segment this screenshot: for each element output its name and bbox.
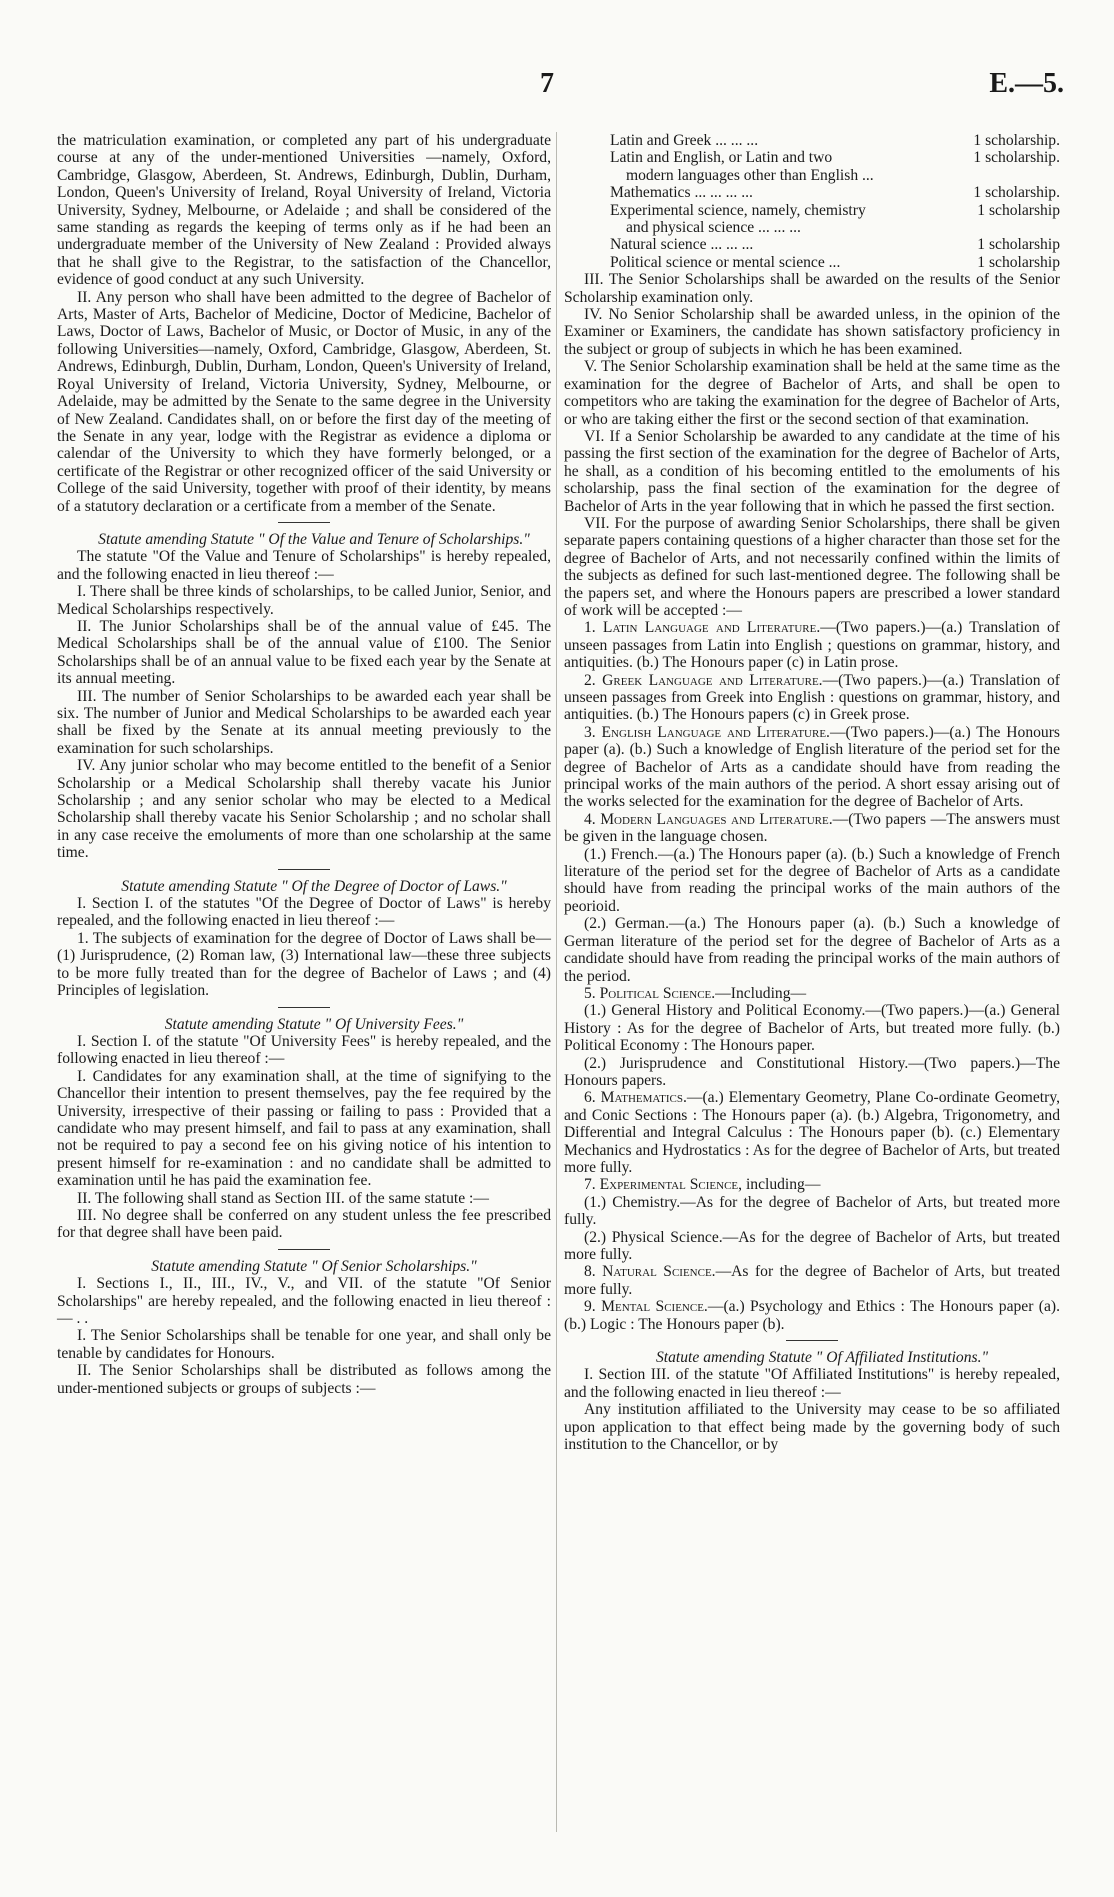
- section-rule: [278, 522, 330, 523]
- section-title: Statute amending Statute " Of the Degree of Doctor of Laws.": [121, 877, 507, 895]
- paragraph: I. Candidates for any examination shall, at the time of signifying to the Chancellor their intention to present themselves, pay the fee required by the University, irrespective of their passing or failing to pass : Provided that a candidate who may present himself, and fail to pass at any examination, shall not be required to pay a second fee on his giving notice of his intention to present himself for re-examination : and no candidate shall be admitted to examination until he has paid the examination fee.: [57, 1067, 551, 1190]
- paragraph: VII. For the purpose of awarding Senior Scholarships, there shall be given separate papers containing questions of a higher character than those set for the degree of Bachelor of Arts, and not necessarily confined within the limits of the subjects as defined for such last-mentioned degree. The following shall be the papers set, and where the Honours papers are prescribed a lower standard of work will be accepted :—: [564, 514, 1060, 619]
- section-title: Statute amending Statute " Of University Fees.": [164, 1015, 464, 1033]
- paragraph: VI. If a Senior Scholarship be awarded to any candidate at the time of his passing the first section of the examination for the degree of Bachelor of Arts, he shall, as a condition of his becoming entitled to the emoluments of his scholarship, pass the final section of the examination for the degree of Bachelor of Arts in the year following that in which he passed the first section.: [564, 427, 1060, 515]
- scholarship-row: Latin and English, or Latin and two modern languages other than English ... 1 scholarship.: [610, 149, 1060, 184]
- section-title: Statute amending Statute " Of the Value and Tenure of Scholarships.": [98, 530, 530, 548]
- scholarship-row: Experimental science, namely, chemistry and physical science ... ... ... 1 scholarship: [610, 201, 1060, 237]
- scholarship-row: Political science or mental science ... 1 scholarship: [610, 253, 1060, 271]
- paragraph: I. Sections I., II., III., IV., V., and VII. of the statute "Of Senior Scholarships" are hereby repealed, and the following enacted in lieu thereof :— . .: [57, 1275, 551, 1327]
- subject-item: 9. Mental Science.—(a.) Psychology and Ethics : The Honours paper (a). (b.) Logic : The Honours paper (b).: [564, 1298, 1061, 1333]
- scholarship-row: Latin and Greek ... ... ... 1 scholarship.: [610, 132, 1060, 149]
- subject-item: 2. Greek Language and Literature.—(Two papers.)—(a.) Translation of unseen passages from Greek into English : questions on grammar, history, and antiquities. (b.) The Honours papers (c) in Greek prose.: [564, 671, 1060, 724]
- paragraph: I. Section I. of the statute "Of University Fees" is hereby repealed, and the following enacted in lieu thereof :—: [57, 1032, 551, 1068]
- section-title: Statute amending Statute " Of Senior Scholarships.": [151, 1257, 477, 1275]
- paragraph: II. The Senior Scholarships shall be distributed as follows among the under-mentioned subjects or groups of subjects :—: [57, 1362, 551, 1397]
- section-rule: [278, 1249, 330, 1250]
- paragraph: The statute "Of the Value and Tenure of Scholarships" is hereby repealed, and the following enacted in lieu thereof :—: [57, 548, 551, 583]
- paragraph: I. There shall be three kinds of scholarships, to be called Junior, Senior, and Medical Scholarships respectively.: [57, 583, 551, 618]
- subject-subitem: (2.) Jurisprudence and Constitutional History.—(Two papers.)—The Honours papers.: [564, 1054, 1060, 1089]
- section-rule: [278, 1007, 330, 1008]
- subject-subitem: (2.) Physical Science.—As for the degree of Bachelor of Arts, but treated more fully.: [564, 1228, 1060, 1263]
- subject-subitem: (1.) French.—(a.) The Honours paper (a). (b.) Such a knowledge of French literature of the period set for the degree of Bachelor of Arts as a candidate should have from reading the principal works of the main authors of the peorioid.: [564, 845, 1060, 915]
- subject-item: 7. Experimental Science, including—: [584, 1176, 821, 1194]
- subject-item: 1. Latin Language and Literature.—(Two papers.)—(a.) Translation of unseen passages from Latin into English ; questions on grammar, history, and antiquities. (b.) The Honours paper (c) in Latin prose.: [564, 619, 1060, 672]
- subject-subitem: (1.) Chemistry.—As for the degree of Bachelor of Arts, but treated more fully.: [564, 1193, 1060, 1229]
- subject-item: 5. Political Science.—Including—: [584, 984, 807, 1002]
- paragraph: IV. No Senior Scholarship shall be awarded unless, in the opinion of the Examiner or Examiners, the candidate has shown satisfactory proficiency in the subject or group of subjects in which he has been examined.: [564, 306, 1060, 358]
- paragraph: I. The Senior Scholarships shall be tenable for one year, and shall only be tenable by candidates for Honours.: [57, 1327, 551, 1362]
- right-column: [564, 132, 1060, 1453]
- paragraph: II. Any person who shall have been admitted to the degree of Bachelor of Arts, Master of Arts, Bachelor of Medicine, Doctor of Medicine, Bachelor of Laws, Doctor of Laws, Bachelor of Music, or Doctor of Music, in any of the following Universities—namely, Oxford, Cambridge, Glasgow, Aberdeen, St. Andrews, Edinburgh, Dublin, Durham, London, Queen's University of Ireland, Royal University of Ireland, Victoria University, Sydney, Melbourne, or Adelaide, may be admitted by the Senate to the same degree in the University of New Zealand. Candidates shall, on or before the first day of the meeting of the Senate in any year, lodge with the Registrar as evidence a diploma or calendar of the University to which they have formerly belonged, or a certificate of the Registrar or other recognized officer of the said University or College of the said University, together with proof of their identity, by means of a statutory declaration or a certificate from a member of the Senate.: [57, 288, 551, 515]
- column-divider: [556, 132, 557, 1832]
- paragraph: the matriculation examination, or completed any part of his undergraduate course at any of the under-mentioned Universities —namely, Oxford, Cambridge, Glasgow, Aberdeen, St. Andrews, Edinburgh, Dublin, Durham, London, Queen's University of Ireland, Royal University of Ireland, Victoria University, Sydney, Melbourne, or Adelaide ; and shall be considered of the same standing as regards the keeping of terms only as if he had been an undergraduate member of the University of New Zealand : Provided always that he shall give to the Registrar, to the satisfaction of the Chancellor, evidence of good conduct at any such University.: [57, 132, 551, 289]
- section-rule: [786, 1340, 838, 1341]
- subject-item: 6. Mathematics.—(a.) Elementary Geometry, Plane Co-ordinate Geometry, and Conic Sections : The Honours paper (a). (b.) Algebra, Trigonometry, and Differential and Integral Calculus : The Honours paper (b). (c.) Elementary Mechanics and Hydrostatics : As for the degree of Bachelor of Arts, but treated more fully.: [564, 1089, 1061, 1176]
- paragraph: II. The following shall stand as Section III. of the same statute :—: [77, 1189, 489, 1207]
- section-rule: [278, 869, 330, 870]
- paragraph: III. The Senior Scholarships shall be awarded on the results of the Senior Scholarship examination only.: [564, 271, 1060, 306]
- paragraph: I. Section I. of the statutes "Of the Degree of Doctor of Laws" is hereby repealed, and the following enacted in lieu thereof :—: [57, 895, 551, 930]
- scholarship-table: [564, 132, 1060, 271]
- subject-subitem: (2.) German.—(a.) The Honours paper (a). (b.) Such a knowledge of German literature of the period set for the degree of Bachelor of Arts as a candidate should have from reading the principal works of the main authors of the period.: [564, 915, 1060, 985]
- paragraph: III. No degree shall be conferred on any student unless the fee prescribed for that degree shall have been paid.: [57, 1206, 551, 1242]
- paragraph: II. The Junior Scholarships shall be of the annual value of £45. The Medical Scholarships shall be of the annual value of £100. The Senior Scholarships shall be of an annual value to be fixed each year by the Senate at its annual meeting.: [57, 617, 551, 688]
- paragraph: 1. The subjects of examination for the degree of Doctor of Laws shall be—(1) Jurisprudence, (2) Roman law, (3) International law—these three subjects to be more fully treated than for the degree of Bachelor of Laws ; and (4) Principles of legislation.: [57, 929, 551, 1000]
- left-column: [57, 132, 551, 1397]
- paragraph: I. Section III. of the statute "Of Affiliated Institutions" is hereby repealed, and the following enacted in lieu thereof :—: [564, 1366, 1060, 1401]
- page-number: 7: [540, 68, 554, 99]
- subject-item: 4. Modern Languages and Literature.—(Two papers —The answers must be given in the language chosen.: [564, 810, 1060, 846]
- paragraph: III. The number of Senior Scholarships to be awarded each year shall be six. The number of Junior and Medical Scholarships to be awarded each year shall be fixed by the Senate at its annual meeting previously to the examination for such scholarships.: [57, 687, 551, 757]
- scholarship-row: Natural science ... ... ... 1 scholarship: [610, 236, 1060, 254]
- paragraph: IV. Any junior scholar who may become entitled to the benefit of a Senior Scholarship or a Medical Scholarship shall thereby vacate his Junior Scholarship ; and any senior scholar who may be elected to a Medical Scholarship shall thereby vacate his Senior Scholarship ; and no scholar shall in any case receive the emoluments of more than one scholarship at the same time.: [57, 757, 551, 862]
- paragraph: V. The Senior Scholarship examination shall be held at the same time as the examination for the degree of Bachelor of Arts, and shall be open to competitors who are taking the examination for the degree of Bachelor of Arts, or who are taking either the first or the second section of that examination.: [564, 358, 1060, 428]
- subject-item: 3. English Language and Literature.—(Two papers.)—(a.) The Honours paper (a). (b.) Such a knowledge of English literature of the period set for the degree of Bachelor of Arts as a candidate should have from reading the principal works of the main authors of the period. A short essay arising out of the works selected for the examination for the degree of Bachelor of Arts.: [564, 723, 1060, 811]
- section-title: Statute amending Statute " Of Affiliated Institutions.": [655, 1349, 989, 1367]
- document-reference: E.—5.: [989, 68, 1064, 99]
- subject-item: 8. Natural Science.—As for the degree of Bachelor of Arts, but treated more fully.: [564, 1263, 1060, 1298]
- scholarship-row: Mathematics ... ... ... ... 1 scholarship.: [610, 184, 1060, 202]
- subject-subitem: (1.) General History and Political Economy.—(Two papers.)—(a.) General History : As for the degree of Bachelor of Arts, but treated more fully. (b.) Political Economy : The Honours paper.: [564, 1002, 1060, 1055]
- paragraph: Any institution affiliated to the University may cease to be so affiliated upon application to that effect being made by the governing body of such institution to the Chancellor, or by: [564, 1401, 1060, 1454]
